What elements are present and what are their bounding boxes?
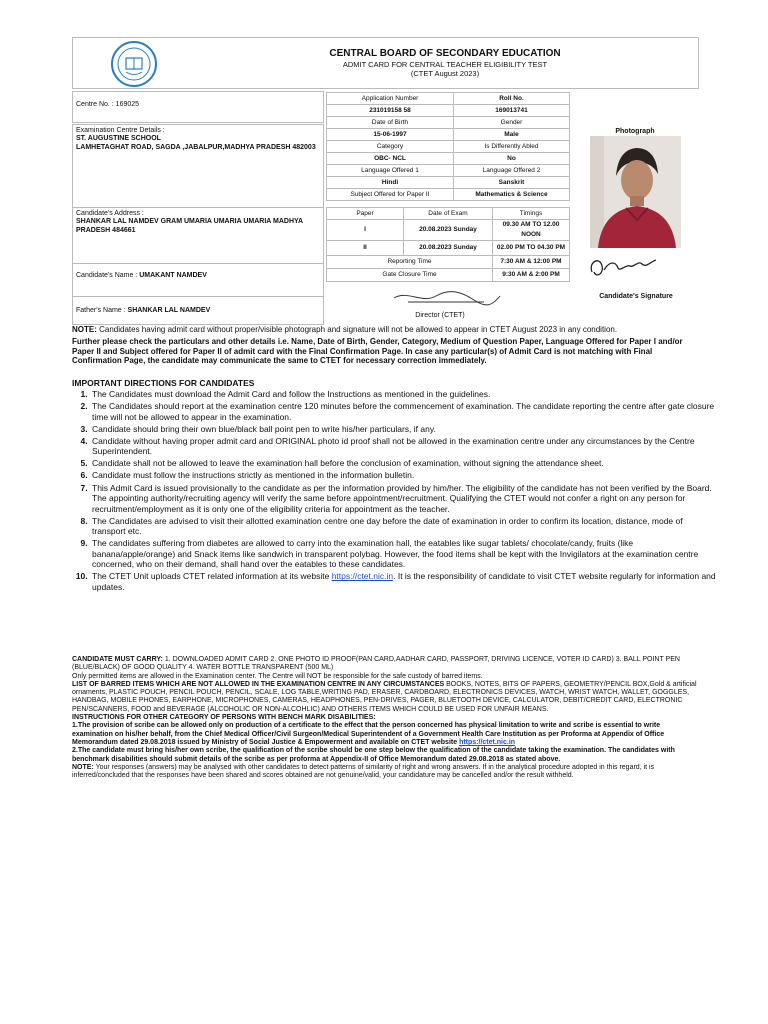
- reporting-label: Reporting Time: [327, 256, 493, 269]
- direction-item: 3. Candidate should bring their own blue/black ball point pen to write his/her particulars, if any.: [90, 424, 718, 435]
- candidate-address: SHANKAR LAL NAMDEV GRAM UMARIA UMARIA UMARIA MADHYA PRADESH 484661: [76, 218, 303, 234]
- paper2-time: 02.00 PM TO 04.30 PM: [493, 241, 570, 256]
- roll-number: 169013741: [454, 105, 570, 117]
- paper2: II: [327, 241, 404, 256]
- centre-address: LAMHETAGHAT ROAD, SAGDA ,JABALPUR,MADHYA PRADESH 482003: [76, 143, 316, 151]
- gate-closure-label: Gate Closure Time: [327, 269, 493, 282]
- director-signature: [388, 288, 506, 312]
- direction-item: 6. Candidate must follow the instructions strictly as mentioned in the information bulletin.: [90, 470, 718, 481]
- direction-10-text: The CTET Unit uploads CTET related information at its website: [92, 571, 332, 582]
- gender-label: Gender: [454, 117, 570, 129]
- direction-item: 1. The Candidates must download the Admit Card and follow the Instructions as mentioned in the guidelines.: [90, 389, 718, 400]
- date-of-birth: 15-06-1997: [327, 129, 454, 141]
- roll-no-label: Roll No.: [454, 93, 570, 105]
- category: OBC- NCL: [327, 153, 454, 165]
- must-carry-label: CANDIDATE MUST CARRY:: [72, 656, 163, 663]
- direction-item: 9. The candidates suffering from diabetes are allowed to carry into the examination hall, the eatables like sugar tablets/ chocolate/candy, fruits (like banana/apple/orange) and Snack items like sandwich in transparent polybag. However, the food items shall be kept with the Invigilators at the examination centre concerned, who on their demand, shall hand over the eatables to these candidates.: [90, 538, 718, 570]
- verification-note: Further please check the particulars and other details i.e. Name, Date of Birth, Gender, Category, Medium of Question Paper, Language Offered for Paper I and/or Paper II and Subject offered for Paper II of admit card with the Final Confirmation Page. In case any particular(s) of Admit Card is not matching with Final Confirmation Page, the candidate may communicate the same to CTET for necessary correction immediately.: [72, 337, 683, 365]
- timings-header: Timings: [493, 208, 570, 220]
- direction-item: 5. Candidate shall not be allowed to leave the examination hall before the conclusion of examination, without signing the attendance sheet.: [90, 458, 718, 469]
- admit-card-subtitle: ADMIT CARD FOR CENTRAL TEACHER ELIGIBILITY TEST: [342, 60, 548, 69]
- scribe-ctet-link[interactable]: https://ctet.nic.in: [459, 738, 516, 746]
- candidate-address-label: Candidate's Address :: [76, 210, 144, 217]
- scribe-title: INSTRUCTIONS FOR OTHER CATEGORY OF PERSONS WITH BENCH MARK DISABILITIES:: [72, 714, 376, 722]
- father-name-label: Father's Name :: [76, 307, 128, 314]
- directions-title: IMPORTANT DIRECTIONS FOR CANDIDATES: [72, 378, 255, 388]
- barred-items-label: LIST OF BARRED ITEMS WHICH ARE NOT ALLOWED IN THE EXAMINATION CENTRE IN ANY CIRCUMSTANCES: [72, 680, 445, 688]
- centre-name: ST. AUGUSTINE SCHOOL: [76, 135, 161, 143]
- dob-label: Date of Birth: [327, 117, 454, 129]
- note-label: NOTE:: [72, 325, 97, 334]
- exam-timings-table: [326, 207, 570, 282]
- candidate-signature-label: Candidate's Signature: [599, 293, 673, 300]
- candidate-name-label: Candidate's Name :: [76, 272, 140, 279]
- app-no-label: Application Number: [327, 93, 454, 105]
- final-note-label: NOTE:: [72, 763, 94, 771]
- centre-details-label: Examination Centre Details :: [76, 127, 165, 134]
- director-label: Director (CTET): [415, 312, 465, 319]
- application-number: 231019158 58: [327, 105, 454, 117]
- gate-closure-time: 9:30 AM & 2:00 PM: [493, 269, 570, 282]
- centre-details-box: [72, 124, 324, 208]
- category-label: Category: [327, 141, 454, 153]
- board-title: CENTRAL BOARD OF SECONDARY EDUCATION: [329, 48, 561, 59]
- language1-label: Language Offered 1: [327, 165, 454, 177]
- must-carry-text: 1. DOWNLOADED ADMIT CARD 2. ONE PHOTO ID PROOF(PAN CARD,AADHAR CARD, PASSPORT, DRIVING LICENCE, VOTER ID CARD) 3. BALL POINT PEN (BLUE/BLACK) OF GOOD QUALITY 4. WATER BOTTLE TRANSPARENT (500 ML): [72, 656, 680, 672]
- photo-signature-note: [72, 325, 700, 335]
- date-header: Date of Exam: [404, 208, 493, 220]
- paper1-date: 20.08.2023 Sunday: [404, 220, 493, 241]
- scribe-instruction-2: 2.The candidate must bring his/her own scribe, the qualification of the scribe should be one step below the qualification of the candidate taking the examination. The candidates with benchmark disabilities should submit details of the scribe as per proforma at Appendix-II of Office Memorandum dated 29.08.2018 as stated above.: [72, 747, 675, 763]
- father-name: SHANKAR LAL NAMDEV: [127, 307, 211, 314]
- candidate-photo: [590, 136, 681, 248]
- language2-label: Language Offered 2: [454, 165, 570, 177]
- language1: Hindi: [327, 177, 454, 189]
- barred-items: [72, 681, 702, 714]
- candidate-name-box: [72, 263, 324, 297]
- gender: Male: [454, 129, 570, 141]
- must-carry-section: [72, 656, 702, 780]
- cbse-logo: [110, 40, 158, 88]
- direction-item: [90, 571, 718, 592]
- centre-no: Centre No. : 169025: [76, 101, 140, 108]
- subject: Mathematics & Science: [454, 189, 570, 201]
- barred-items-text: BOOKS, NOTES, BITS OF PAPERS, GEOMETRY/PENCIL BOX,Gold & artificial ornaments, PLASTIC POUCH, PENCIL POUCH, PENCIL, SCALE, LOG TABLE,WRITING PAD, ERASER, CARDBOARD, ELECTRONICS DEVICES, WATCH, WRIST WATCH, WALLET, GOGGLES, HANDBAG, MOBILE PHONES, EARPHONE, MICROPHONES, CAMERAS, HEADPHONES, PEN-DRIVES, PAGER, BLUETOOTH DEVICE, CALCULATOR, DEBIT/CREDIT CARD, ELECTRONIC PEN/SCANNERS, FOOD and BEVERAGE (ALCOHOLIC OR NON-ALCOHLIC) AND OTHERS ITEMS WHICH COULD BE USED FOR UNFAIR MEANS.: [72, 680, 697, 713]
- directions-list: [72, 389, 718, 594]
- direction-10-text-end: . It is the responsibility of candidate to visit CTET website regularly for information and updates.: [92, 571, 716, 592]
- disabled-label: Is Differently Abled: [454, 141, 570, 153]
- paper1: I: [327, 220, 404, 241]
- candidate-details-table: [326, 92, 570, 201]
- father-name-box: [72, 296, 324, 325]
- final-note: [72, 764, 702, 781]
- ctet-website-link[interactable]: https://ctet.nic.in: [331, 571, 394, 582]
- direction-item: 7. This Admit Card is issued provisionally to the candidate as per the information provided by him/her. The eligibility of the candidate has not been verified by the Board. The appointing authority/recruiting agency will verify the same before appointment/recruitment. Qualifying the CTET would not confer a right on any person for recruitment/employment as it is only one of the eligibility criteria for appointment as the teacher.: [90, 483, 718, 515]
- centre-no-box: [72, 91, 324, 123]
- scribe-instruction-1: [72, 722, 702, 747]
- paper2-date: 20.08.2023 Sunday: [404, 241, 493, 256]
- candidate-name: UMAKANT NAMDEV: [139, 272, 207, 279]
- language2: Sanskrit: [454, 177, 570, 189]
- candidate-address-box: [72, 207, 324, 264]
- note-text: Candidates having admit card without proper/visible photograph and signature will not be allowed to appear in CTET August 2023 in any condition.: [96, 325, 618, 334]
- permitted-items-text: Only permitted items are allowed in the Examination center. The Centre will NOT be responsible for the safe custody of barred items.: [72, 672, 483, 680]
- final-note-text: Your responses (answers) may be analysed with other candidates to detect patterns of similarity of right and wrong answers. If in the analytical procedure adopted in this regard, it is inferred/concluded that the responses have been shared and scores obtained are not genuine/valid, your candidature may be cancelled and/or the result withheld.: [72, 763, 655, 780]
- subject-label: Subject Offered for Paper II: [327, 189, 454, 201]
- direction-item: 8. The Candidates are advised to visit their allotted examination centre one day before the date of examination in order to confirm its location, distance, mode of transport etc.: [90, 516, 718, 537]
- reporting-time: 7:30 AM & 12:00 PM: [493, 256, 570, 269]
- paper1-time: 09.30 AM TO 12.00 NOON: [493, 220, 570, 241]
- differently-abled: No: [454, 153, 570, 165]
- candidate-signature: [586, 250, 662, 284]
- direction-item: 4. Candidate without having proper admit card and ORIGINAL photo id proof shall not be allowed in the examination centre under any circumstances by the Centre Superintendent.: [90, 436, 718, 457]
- photograph-label: Photograph: [615, 128, 655, 135]
- scribe-1-text: 1.The provision of scribe can be allowed only on production of a certificate to the effect that the person concerned has physical limitation to write and scribe is essential to write examination on his/her behalf, from the Chief Medical Officer/Civil Surgeon/Medical Superintendent of a Government Health Care Institution as per Proforma at Appendix of Office Memorandum dated 29.08.2018 issued by Ministry of Social Justice & Empowerment and available on CTET website: [72, 722, 665, 746]
- direction-item: 2. The Candidates should report at the examination centre 120 minutes before the commencement of examination. The candidate reporting the centre after gate closure time will not be allowed to appear in the examination.: [90, 401, 718, 422]
- paper-header: Paper: [327, 208, 404, 220]
- exam-name: (CTET August 2023): [410, 69, 480, 78]
